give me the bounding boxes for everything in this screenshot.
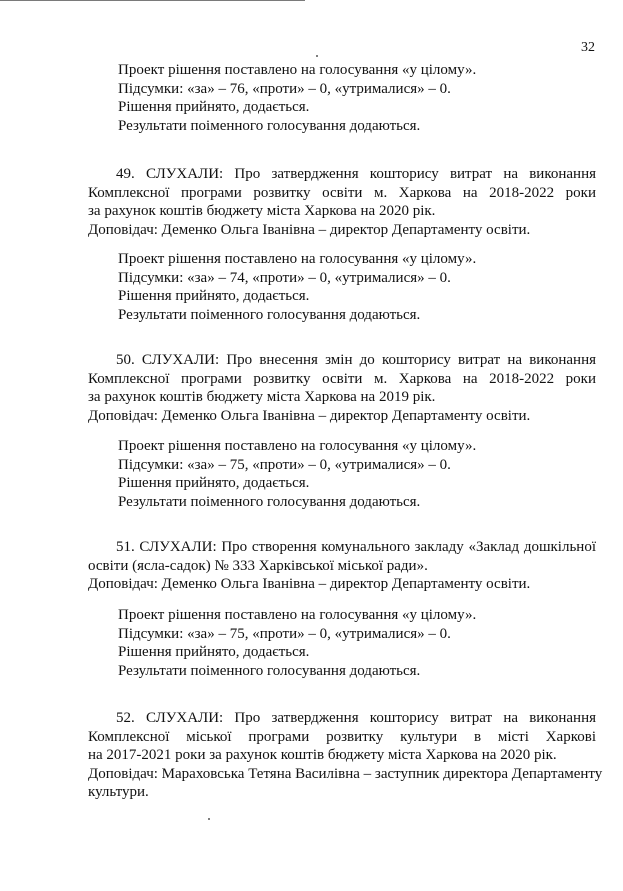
result-line: Підсумки: «за» – 76, «проти» – 0, «утрималися» – 0. [118,80,451,97]
page-number: 32 [581,40,595,55]
scan-speck [208,818,210,820]
speaker-line: Доповідач: Деменко Ольга Іванівна – директор Департаменту освіти. [88,576,531,592]
result-line: Результати поіменного голосування додаються. [118,306,421,323]
speaker-line: Доповідач: Деменко Ольга Іванівна – директор Департаменту освіти. [88,407,531,424]
agenda-item-51 [88,538,596,594]
item-text-line: за рахунок коштів бюджету міста Харкова на 2019 рік. [88,389,436,405]
result-line: Рішення прийнято, додається. [118,644,310,660]
result-line: Результати поіменного голосування додаються. [118,662,421,679]
item-text-line: освіти (ясла-садок) № 333 Харківської міської ради». [88,557,428,574]
result-line: Підсумки: «за» – 75, «проти» – 0, «утрималися» – 0. [118,625,451,642]
top-result-block [118,61,476,135]
scan-speck [316,55,318,57]
item-text-line: на 2017-2021 роки за рахунок коштів бюджету міста Харкова на 2020 рік. [88,747,557,763]
item-heading-line: 49. СЛУХАЛИ: Про затвердження кошторису витрат на виконання [116,166,596,182]
top-border-line [0,0,305,1]
result-line: Результати поіменного голосування додаються. [118,493,421,510]
item-51-result-block [118,606,476,680]
agenda-item-50 [88,351,596,425]
result-line: Проект рішення поставлено на голосування «у цілому». [118,438,477,454]
result-line: Рішення прийнято, додається. [118,288,310,304]
item-text-line: Комплексної міської програми розвитку культури в місті Харкові [88,728,596,745]
speaker-line: Доповідач: Деменко Ольга Іванівна – директор Департаменту освіти. [88,221,531,238]
result-line: Проект рішення поставлено на голосування «у цілому». [118,607,477,623]
speaker-line: Доповідач: Мараховська Тетяна Василівна – заступник директора Департаменту [88,765,603,782]
item-text-line: Комплексної програми розвитку освіти м. Харкова на 2018-2022 роки [88,184,596,201]
agenda-item-52 [88,709,603,802]
item-50-result-block [118,437,476,511]
result-line: Проект рішення поставлено на голосування «у цілому». [118,251,477,267]
result-line: Проект рішення поставлено на голосування «у цілому». [118,62,477,78]
result-line: Рішення прийнято, додається. [118,475,310,491]
result-line: Результати поіменного голосування додаються. [118,117,421,134]
item-heading-line: 51. СЛУХАЛИ: Про створення комунального закладу «Заклад дошкільної [116,539,596,555]
item-49-result-block [118,250,476,324]
item-heading-line: 50. СЛУХАЛИ: Про внесення змін до кошторису витрат на виконання [116,352,596,368]
item-heading-line: 52. СЛУХАЛИ: Про затвердження кошторису витрат на виконання [116,710,596,726]
result-line: Рішення прийнято, додається. [118,99,310,115]
item-text-line: за рахунок коштів бюджету міста Харкова на 2020 рік. [88,203,436,219]
speaker-line: культури. [88,784,149,800]
agenda-item-49 [88,165,596,239]
item-text-line: Комплексної програми розвитку освіти м. Харкова на 2018-2022 роки [88,370,596,387]
result-line: Підсумки: «за» – 74, «проти» – 0, «утрималися» – 0. [118,269,451,286]
result-line: Підсумки: «за» – 75, «проти» – 0, «утрималися» – 0. [118,456,451,473]
